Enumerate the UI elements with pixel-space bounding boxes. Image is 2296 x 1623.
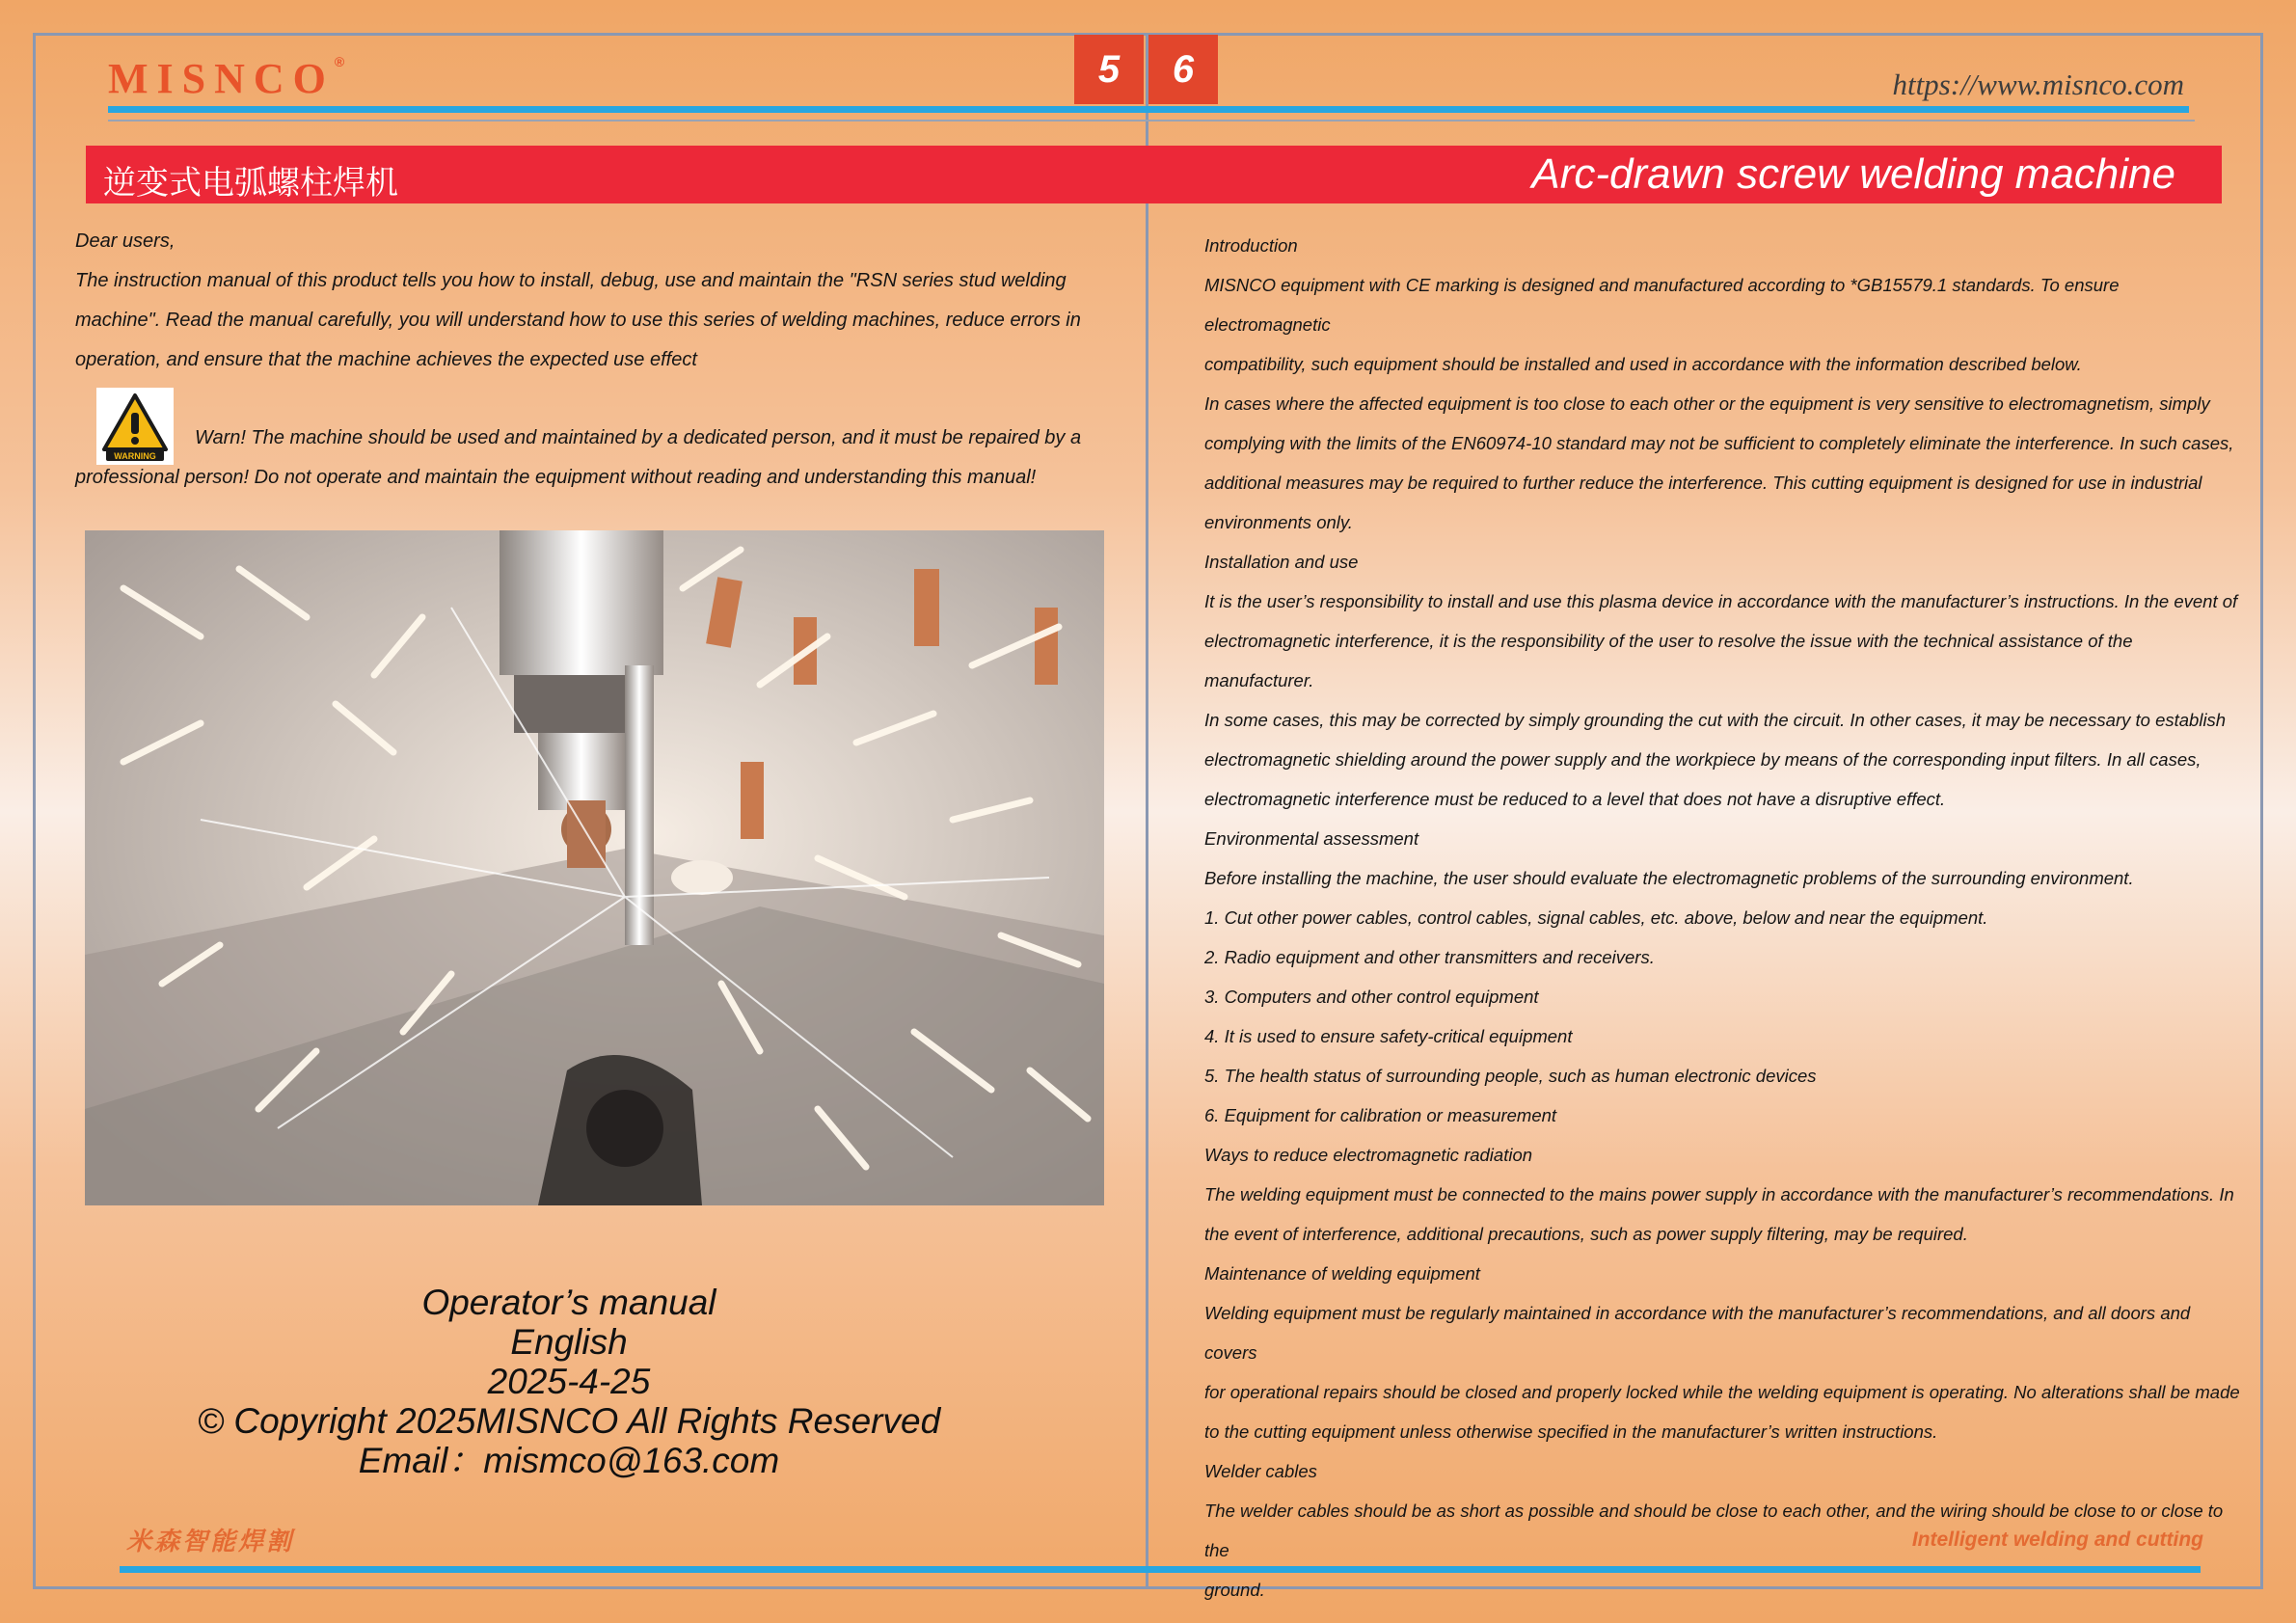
text-line: Before installing the machine, the user should evaluate the electromagnetic problems of the surrounding environment. xyxy=(1204,868,2134,888)
text-line: The welding equipment must be connected to the mains power supply in accordance with the manufacturer’s recommendations. In xyxy=(1204,1184,2234,1204)
right-page-text xyxy=(1204,226,2241,1609)
text-line: Maintenance of welding equipment xyxy=(1204,1263,1480,1284)
text-line: The welder cables should be as short as possible and should be close to each other, and the wiring should be close to or close to the xyxy=(1204,1501,2224,1560)
text-line: Welder cables xyxy=(1204,1461,1317,1481)
text-line: Welding equipment must be regularly maintained in accordance with the manufacturer’s recommendations, and all doors and covers xyxy=(1204,1303,2191,1363)
text-line: Ways to reduce electromagnetic radiation xyxy=(1204,1145,1533,1165)
text-line: In some cases, this may be corrected by simply grounding the cut with the circuit. In other cases, it may be necessary to establish xyxy=(1204,710,2227,730)
welding-photo xyxy=(85,530,1104,1205)
text-line: complying with the limits of the EN60974-10 standard may not be sufficient to completely eliminate the interference. In such cases, xyxy=(1204,433,2234,453)
intro-line: operation, and ensure that the machine achieves the expected use effect xyxy=(75,349,697,370)
text-line: electromagnetic interference, it is the responsibility of the user to resolve the issue with the technical assistance of the manufacturer. xyxy=(1204,631,2133,690)
text-line: 1. Cut other power cables, control cables, signal cables, etc. above, below and near the equipment. xyxy=(1204,907,1988,928)
header-rule-thin xyxy=(108,120,2195,122)
warning-text: Warn! The machine should be used and maintained by a dedicated person, and it must be repaired by a professional person! Do not operate and maintain the equipment without reading and understanding this manual! xyxy=(75,427,1082,488)
page-number-left: 5 xyxy=(1074,35,1144,104)
text-line: 2. Radio equipment and other transmitters and receivers. xyxy=(1204,947,1655,967)
page-number-right: 6 xyxy=(1148,35,1218,104)
warning-icon-label: WARNING xyxy=(114,451,156,461)
intro-text xyxy=(75,222,1107,380)
text-line: the event of interference, additional precautions, such as power supply filtering, may be required. xyxy=(1204,1224,1968,1244)
text-line: 3. Computers and other control equipment xyxy=(1204,987,1539,1007)
text-line: Introduction xyxy=(1204,235,1298,256)
text-line: It is the user’s responsibility to install and use this plasma device in accordance with the manufacturer’s instructions. In the event of xyxy=(1204,591,2238,611)
text-line: environments only. xyxy=(1204,512,1353,532)
page-spine xyxy=(1146,33,1148,1589)
footer-chinese-brand: 米森智能焊割 xyxy=(126,1528,295,1556)
manual-date: 2025-4-25 xyxy=(487,1362,651,1401)
text-line: to the cutting equipment unless otherwise specified in the manufacturer’s written instructions. xyxy=(1204,1421,1938,1442)
text-line: 6. Equipment for calibration or measurement xyxy=(1204,1105,1557,1125)
title-chinese: 逆变式电弧螺柱焊机 xyxy=(103,164,398,203)
brand-logo: MISNCO® xyxy=(108,54,345,102)
manual-language: English xyxy=(510,1322,628,1362)
footer-english-brand: Intelligent welding and cutting xyxy=(1911,1528,2203,1551)
text-line: for operational repairs should be closed and properly locked while the welding equipment is operating. No alterations shall be made xyxy=(1204,1382,2240,1402)
website-url[interactable]: https://www.misnco.com xyxy=(1892,68,2184,101)
text-line: electromagnetic shielding around the power supply and the workpiece by means of the corresponding input filters. In all cases, xyxy=(1204,749,2201,770)
manual-title: Operator’s manual xyxy=(421,1283,716,1322)
copyright-line: © Copyright 2025MISNCO All Rights Reserved xyxy=(197,1401,941,1441)
text-line: additional measures may be required to further reduce the interference. This cutting equipment is designed for use in industrial xyxy=(1204,473,2202,493)
text-line: Environmental assessment xyxy=(1204,828,1419,849)
text-line: 4. It is used to ensure safety-critical equipment xyxy=(1204,1026,1573,1046)
title-english: Arc-drawn screw welding machine xyxy=(1531,150,2175,198)
text-line: 5. The health status of surrounding people, such as human electronic devices xyxy=(1204,1066,1817,1086)
intro-line: machine". Read the manual carefully, you will understand how to use this series of welding machines, reduce errors in xyxy=(75,310,1081,331)
cover-info xyxy=(193,1283,945,1480)
title-bar xyxy=(86,146,2222,203)
intro-line: Dear users, xyxy=(75,230,176,252)
text-line: ground. xyxy=(1204,1580,1265,1600)
text-line: compatibility, such equipment should be installed and used in accordance with the information described below. xyxy=(1204,354,2082,374)
text-line: electromagnetic interference must be reduced to a level that does not have a disruptive effect. xyxy=(1204,789,1946,809)
email-line[interactable]: Email：mismco@163.com xyxy=(358,1441,780,1480)
text-line: MISNCO equipment with CE marking is designed and manufactured according to *GB15579.1 standards. To ensure electromagnetic xyxy=(1204,275,2120,335)
header-rule xyxy=(108,106,2189,113)
text-line: Installation and use xyxy=(1204,552,1359,572)
text-line: In cases where the affected equipment is too close to each other or the equipment is very sensitive to electromagnetism, simply xyxy=(1204,393,2210,414)
intro-line: The instruction manual of this product tells you how to install, debug, use and maintain the "RSN series stud welding xyxy=(75,270,1067,291)
